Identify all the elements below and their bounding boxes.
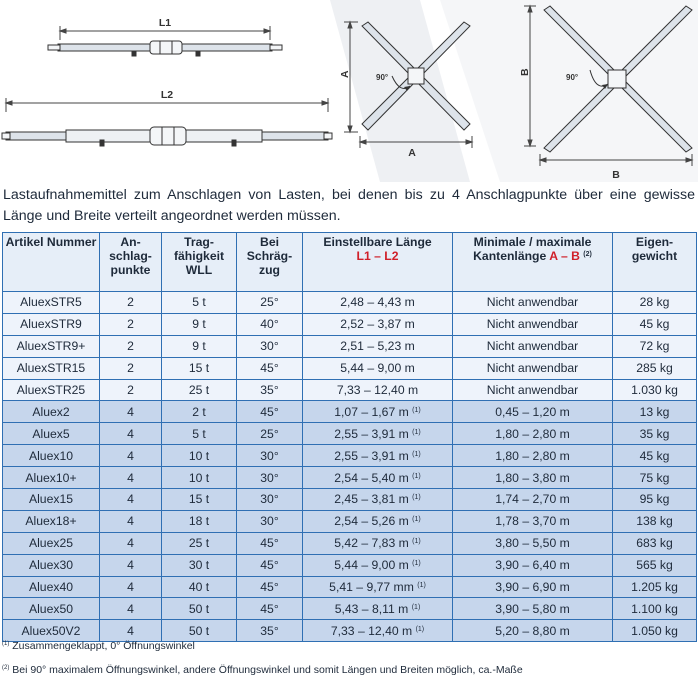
cell-kantenlaenge xyxy=(453,423,613,445)
angle-label-right: 90° xyxy=(566,73,579,82)
cell-artikel-value: Aluex10+ xyxy=(25,470,77,485)
cell-schraegzug-value: 35° xyxy=(260,383,279,397)
cell-schraegzug-value: 25° xyxy=(260,295,279,310)
cell-schraegzug xyxy=(237,401,303,423)
table-row xyxy=(3,510,697,532)
cell-kantenlaenge-value: 0,45 – 1,20 m xyxy=(495,404,570,419)
table-row xyxy=(3,532,697,554)
cell-anschlagpunkte-value: 4 xyxy=(127,580,134,595)
cell-kantenlaenge xyxy=(453,357,613,379)
cell-einstellbare-laenge-value: 5,42 – 7,83 m xyxy=(334,536,409,551)
cell-anschlagpunkte-value: 4 xyxy=(127,623,134,638)
cell-artikel-value: Aluex50 xyxy=(28,601,74,616)
cell-eigengewicht xyxy=(613,357,697,379)
cell-wll-value: 9 t xyxy=(192,317,206,332)
footnote-2 xyxy=(2,664,523,676)
cell-artikel-value: AluexSTR9+ xyxy=(16,339,86,354)
cell-schraegzug-value: 45° xyxy=(260,536,279,551)
cell-eigengewicht-value: 565 kg xyxy=(636,558,673,573)
cell-einstellbare-laenge xyxy=(303,620,453,642)
cell-einstellbare-laenge-value: 1,07 – 1,67 m xyxy=(334,404,409,419)
cell-eigengewicht-value: 95 kg xyxy=(639,492,670,507)
cell-artikel-value: Aluex40 xyxy=(28,580,74,595)
cell-schraegzug-value: 30° xyxy=(260,339,279,354)
cell-schraegzug-value: 30° xyxy=(260,448,279,463)
cell-kantenlaenge-value: 3,90 – 6,90 m xyxy=(495,580,570,595)
cell-einstellbare-laenge xyxy=(303,401,453,423)
cell-anschlagpunkte-value: 2 xyxy=(127,383,134,397)
cell-einstellbare-laenge-value: 7,33 – 12,40 m xyxy=(336,383,419,397)
cell-einstellbare-laenge-value: 5,44 – 9,00 m xyxy=(340,361,415,376)
cell-artikel xyxy=(3,554,100,576)
cell-schraegzug-value: 45° xyxy=(260,404,279,419)
cell-anschlagpunkte xyxy=(100,467,162,489)
cell-einstellbare-laenge-value: 5,43 – 8,11 m xyxy=(334,601,409,616)
cell-artikel xyxy=(3,357,100,379)
footnote-ref: (1) xyxy=(412,472,421,480)
cell-eigengewicht-value: 13 kg xyxy=(639,404,670,419)
cell-wll-value: 40 t xyxy=(188,580,210,595)
footnote-ref: (1) xyxy=(417,582,426,590)
label-b-side: B xyxy=(519,68,531,76)
header-kanten-range: A – B xyxy=(549,249,580,263)
header-kanten-label: Minimale / maximale Kantenlänge xyxy=(473,235,592,263)
cell-anschlagpunkte xyxy=(100,401,162,423)
cell-einstellbare-laenge xyxy=(303,357,453,379)
cell-wll-value: 9 t xyxy=(192,339,206,354)
cell-schraegzug xyxy=(237,423,303,445)
footnote-ref: (1) xyxy=(415,625,425,633)
footnote-ref: (1) xyxy=(412,428,421,436)
footnote-ref: (1) xyxy=(412,538,421,546)
table-row xyxy=(3,423,697,445)
cell-wll xyxy=(162,423,237,445)
cell-eigengewicht-value: 35 kg xyxy=(639,426,670,441)
cell-anschlagpunkte-value: 4 xyxy=(127,426,134,441)
cell-schraegzug-value: 25° xyxy=(260,426,279,441)
footnote-ref: (1) xyxy=(412,450,421,458)
cell-einstellbare-laenge xyxy=(303,510,453,532)
cell-anschlagpunkte-value: 4 xyxy=(127,536,134,551)
cell-einstellbare-laenge xyxy=(303,598,453,620)
cell-kantenlaenge-value: 3,80 – 5,50 m xyxy=(495,536,570,551)
cell-wll xyxy=(162,510,237,532)
header-tragfaehigkeit: Trag-fähigkeit WLL xyxy=(162,233,237,292)
cell-artikel xyxy=(3,292,100,314)
cell-artikel xyxy=(3,576,100,598)
table-row xyxy=(3,335,697,357)
cell-schraegzug xyxy=(237,598,303,620)
cell-artikel xyxy=(3,313,100,335)
cell-eigengewicht-value: 1.050 kg xyxy=(631,623,678,638)
cell-kantenlaenge xyxy=(453,401,613,423)
footnote-1 xyxy=(2,640,195,652)
header-einstellbare-laenge xyxy=(303,233,453,292)
cell-schraegzug-value: 30° xyxy=(260,470,279,485)
header-eigengewicht: Eigen-gewicht xyxy=(613,233,697,292)
cell-anschlagpunkte-value: 4 xyxy=(127,558,134,573)
cell-eigengewicht xyxy=(613,489,697,511)
cell-wll-value: 5 t xyxy=(192,295,206,310)
cell-artikel-value: Aluex18+ xyxy=(25,514,77,529)
cell-eigengewicht xyxy=(613,554,697,576)
cell-schraegzug xyxy=(237,489,303,511)
cell-anschlagpunkte-value: 2 xyxy=(127,317,134,332)
table-row xyxy=(3,620,697,642)
cell-kantenlaenge-value: 1,80 – 3,80 m xyxy=(495,470,570,485)
x-frame-large-drawing xyxy=(510,0,698,182)
table-row xyxy=(3,401,697,423)
cell-eigengewicht-value: 45 kg xyxy=(639,448,670,463)
cell-einstellbare-laenge xyxy=(303,313,453,335)
cell-artikel-value: Aluex15 xyxy=(28,492,74,507)
cell-artikel-value: Aluex50V2 xyxy=(21,623,81,638)
header-kantenlaenge xyxy=(453,233,613,292)
cell-eigengewicht-value: 1.100 kg xyxy=(631,601,678,616)
cell-einstellbare-laenge xyxy=(303,576,453,598)
x-frame-small-drawing xyxy=(330,14,480,164)
header-einstell-range: L1 – L2 xyxy=(356,249,399,263)
cell-wll xyxy=(162,292,237,314)
cell-wll xyxy=(162,379,237,401)
cell-eigengewicht xyxy=(613,423,697,445)
cell-artikel-value: AluexSTR15 xyxy=(16,361,86,376)
footnote-1-mark: (1) xyxy=(2,641,10,647)
footnote-1-text: Zusammengeklappt, 0° Öffnungswinkel xyxy=(12,640,195,652)
header-schraegzug: Bei Schräg-zug xyxy=(237,233,303,292)
diagram-area xyxy=(0,0,698,182)
cell-artikel-value: Aluex30 xyxy=(28,558,74,573)
cell-einstellbare-laenge xyxy=(303,554,453,576)
footnote-ref: (1) xyxy=(412,516,421,524)
cell-einstellbare-laenge-value: 2,52 – 3,87 m xyxy=(340,317,415,332)
cell-anschlagpunkte-value: 2 xyxy=(127,339,134,354)
cell-schraegzug-value: 45° xyxy=(260,601,279,616)
cell-artikel-value: AluexSTR9 xyxy=(20,317,82,332)
cell-eigengewicht xyxy=(613,292,697,314)
table-row xyxy=(3,357,697,379)
cell-einstellbare-laenge-value: 7,33 – 12,40 m xyxy=(330,623,413,638)
intro-text: Lastaufnahmemittel zum Anschlagen von Lasten, bei denen bis zu 4 Anschlagpunkte über eine gewisse Länge und Breite verteilt angeordnet werden müssen. xyxy=(3,187,695,224)
cell-eigengewicht-value: 683 kg xyxy=(636,536,673,551)
label-a-bottom: A xyxy=(408,147,416,159)
cell-eigengewicht xyxy=(613,620,697,642)
cell-schraegzug xyxy=(237,445,303,467)
cell-artikel xyxy=(3,335,100,357)
table-row xyxy=(3,292,697,314)
table-row xyxy=(3,598,697,620)
table-row xyxy=(3,489,697,511)
cell-artikel xyxy=(3,510,100,532)
cell-wll xyxy=(162,445,237,467)
cell-anschlagpunkte xyxy=(100,532,162,554)
cell-schraegzug xyxy=(237,467,303,489)
cell-einstellbare-laenge xyxy=(303,335,453,357)
footnote-ref: (1) xyxy=(411,603,421,611)
footnote-2-text: Bei 90° maximalem Öffnungswinkel, andere Öffnungswinkel und somit Längen und Breiten möglich, ca.-Maße xyxy=(12,664,523,676)
cell-schraegzug-value: 45° xyxy=(260,580,279,595)
cell-kantenlaenge xyxy=(453,554,613,576)
cell-anschlagpunkte xyxy=(100,489,162,511)
cell-einstellbare-laenge xyxy=(303,423,453,445)
cell-artikel-value: Aluex25 xyxy=(28,536,74,551)
label-b-bottom: B xyxy=(612,169,620,181)
cell-kantenlaenge xyxy=(453,489,613,511)
cell-einstellbare-laenge-value: 2,55 – 3,91 m xyxy=(334,448,409,463)
cell-schraegzug xyxy=(237,554,303,576)
table-row xyxy=(3,467,697,489)
cell-kantenlaenge-value: 3,90 – 6,40 m xyxy=(495,558,570,573)
header-einstell-label: Einstellbare Länge xyxy=(323,235,432,249)
cell-kantenlaenge-value: 5,20 – 8,80 m xyxy=(495,623,570,638)
cell-anschlagpunkte xyxy=(100,313,162,335)
cell-kantenlaenge-value: 1,78 – 3,70 m xyxy=(495,514,570,529)
cell-eigengewicht-value: 75 kg xyxy=(639,470,670,485)
cell-kantenlaenge-value: 1,80 – 2,80 m xyxy=(495,426,570,441)
spreader-beam-long-drawing xyxy=(0,86,336,152)
cell-wll xyxy=(162,467,237,489)
cell-eigengewicht xyxy=(613,445,697,467)
header-artikel: Artikel Nummer xyxy=(3,233,100,292)
cell-kantenlaenge-value: 1,80 – 2,80 m xyxy=(495,448,570,463)
cell-einstellbare-laenge-value: 2,48 – 4,43 m xyxy=(340,295,415,310)
cell-einstellbare-laenge-value: 2,55 – 3,91 m xyxy=(334,426,409,441)
cell-anschlagpunkte xyxy=(100,598,162,620)
cell-einstellbare-laenge xyxy=(303,445,453,467)
cell-einstellbare-laenge xyxy=(303,292,453,314)
cell-artikel xyxy=(3,620,100,642)
cell-anschlagpunkte-value: 2 xyxy=(127,295,134,310)
cell-wll xyxy=(162,598,237,620)
cell-einstellbare-laenge xyxy=(303,489,453,511)
cell-anschlagpunkte xyxy=(100,554,162,576)
cell-kantenlaenge-value: Nicht anwendbar xyxy=(486,339,579,354)
cell-wll xyxy=(162,489,237,511)
cell-wll xyxy=(162,335,237,357)
cell-kantenlaenge xyxy=(453,510,613,532)
cell-eigengewicht-value: 138 kg xyxy=(636,514,673,529)
footnote-2-mark: (2) xyxy=(2,665,10,671)
cell-wll xyxy=(162,532,237,554)
header-kanten-footnote: (2) xyxy=(583,251,592,258)
cell-schraegzug-value: 40° xyxy=(260,317,279,332)
cell-wll xyxy=(162,401,237,423)
cell-wll xyxy=(162,357,237,379)
cell-anschlagpunkte xyxy=(100,379,162,401)
cell-eigengewicht xyxy=(613,467,697,489)
table-header-row xyxy=(3,233,697,292)
cell-eigengewicht-value: 72 kg xyxy=(639,339,670,354)
cell-schraegzug xyxy=(237,532,303,554)
cell-artikel-value: AluexSTR5 xyxy=(20,295,82,310)
cell-artikel-value: Aluex5 xyxy=(32,426,70,441)
cell-wll-value: 10 t xyxy=(188,448,210,463)
cell-einstellbare-laenge xyxy=(303,379,453,401)
cell-kantenlaenge xyxy=(453,445,613,467)
cell-kantenlaenge xyxy=(453,598,613,620)
label-l1: L1 xyxy=(158,17,172,29)
cell-kantenlaenge xyxy=(453,467,613,489)
cell-anschlagpunkte-value: 4 xyxy=(127,601,134,616)
cell-eigengewicht xyxy=(613,335,697,357)
cell-schraegzug-value: 45° xyxy=(260,361,279,376)
cell-artikel xyxy=(3,467,100,489)
cell-schraegzug xyxy=(237,292,303,314)
cell-wll-value: 30 t xyxy=(188,558,210,573)
cell-anschlagpunkte xyxy=(100,620,162,642)
cell-artikel-value: AluexSTR25 xyxy=(16,383,86,397)
cell-kantenlaenge xyxy=(453,313,613,335)
table-row xyxy=(3,576,697,598)
table-row xyxy=(3,379,697,401)
cell-anschlagpunkte xyxy=(100,357,162,379)
cell-artikel xyxy=(3,489,100,511)
table-row xyxy=(3,554,697,576)
cell-schraegzug xyxy=(237,510,303,532)
cell-eigengewicht-value: 1.205 kg xyxy=(631,580,678,595)
cell-kantenlaenge xyxy=(453,620,613,642)
cell-wll-value: 50 t xyxy=(188,601,210,616)
cell-einstellbare-laenge-value: 2,54 – 5,40 m xyxy=(334,470,409,485)
cell-eigengewicht-value: 45 kg xyxy=(639,317,670,332)
cell-einstellbare-laenge-value: 2,45 – 3,81 m xyxy=(334,492,409,507)
cell-wll-value: 10 t xyxy=(188,470,210,485)
cell-wll-value: 25 t xyxy=(188,383,210,397)
cell-schraegzug-value: 45° xyxy=(260,558,279,573)
cell-kantenlaenge xyxy=(453,532,613,554)
cell-anschlagpunkte xyxy=(100,423,162,445)
footnote-ref: (1) xyxy=(412,494,421,502)
cell-wll-value: 15 t xyxy=(188,361,210,376)
cell-anschlagpunkte xyxy=(100,576,162,598)
cell-wll xyxy=(162,620,237,642)
cell-eigengewicht xyxy=(613,379,697,401)
cell-kantenlaenge xyxy=(453,335,613,357)
cell-schraegzug-value: 35° xyxy=(260,623,279,638)
cell-wll-value: 18 t xyxy=(188,514,210,529)
cell-anschlagpunkte xyxy=(100,510,162,532)
cell-eigengewicht xyxy=(613,401,697,423)
cell-anschlagpunkte-value: 4 xyxy=(127,470,134,485)
label-l2: L2 xyxy=(160,89,174,101)
cell-kantenlaenge xyxy=(453,379,613,401)
cell-eigengewicht-value: 28 kg xyxy=(639,295,670,310)
cell-eigengewicht xyxy=(613,598,697,620)
cell-schraegzug-value: 30° xyxy=(260,492,279,507)
cell-einstellbare-laenge-value: 5,44 – 9,00 m xyxy=(334,558,409,573)
cell-eigengewicht-value: 1.030 kg xyxy=(631,383,678,397)
cell-wll-value: 15 t xyxy=(188,492,210,507)
cell-schraegzug xyxy=(237,379,303,401)
cell-wll xyxy=(162,554,237,576)
cell-anschlagpunkte-value: 4 xyxy=(127,514,134,529)
cell-schraegzug xyxy=(237,313,303,335)
label-a-side: A xyxy=(339,70,351,78)
cell-einstellbare-laenge-value: 2,51 – 5,23 m xyxy=(340,339,415,354)
angle-label-left: 90° xyxy=(376,73,389,82)
cell-artikel xyxy=(3,532,100,554)
footnote-ref: (1) xyxy=(412,406,421,414)
cell-einstellbare-laenge xyxy=(303,532,453,554)
cell-wll-value: 50 t xyxy=(188,623,210,638)
cell-artikel xyxy=(3,423,100,445)
cell-anschlagpunkte-value: 4 xyxy=(127,492,134,507)
cell-artikel-value: Aluex10 xyxy=(28,448,74,463)
cell-eigengewicht xyxy=(613,510,697,532)
table-row xyxy=(3,313,697,335)
cell-anschlagpunkte xyxy=(100,445,162,467)
cell-anschlagpunkte-value: 4 xyxy=(127,404,134,419)
cell-anschlagpunkte xyxy=(100,292,162,314)
cell-artikel-value: Aluex2 xyxy=(32,404,70,419)
cell-eigengewicht-value: 285 kg xyxy=(636,361,673,376)
cell-einstellbare-laenge-value: 5,41 – 9,77 mm xyxy=(329,580,414,595)
cell-kantenlaenge xyxy=(453,292,613,314)
header-anschlagpunkte: An-schlag-punkte xyxy=(100,233,162,292)
table-row xyxy=(3,445,697,467)
cell-einstellbare-laenge-value: 2,54 – 5,26 m xyxy=(334,514,409,529)
cell-schraegzug xyxy=(237,357,303,379)
cell-kantenlaenge-value: Nicht anwendbar xyxy=(486,295,579,310)
cell-anschlagpunkte xyxy=(100,335,162,357)
cell-einstellbare-laenge xyxy=(303,467,453,489)
cell-kantenlaenge-value: 3,90 – 5,80 m xyxy=(495,601,570,616)
cell-wll xyxy=(162,576,237,598)
cell-schraegzug xyxy=(237,576,303,598)
cell-artikel xyxy=(3,445,100,467)
cell-artikel xyxy=(3,379,100,401)
cell-wll xyxy=(162,313,237,335)
cell-eigengewicht xyxy=(613,576,697,598)
cell-eigengewicht xyxy=(613,313,697,335)
cell-schraegzug xyxy=(237,335,303,357)
cell-wll-value: 5 t xyxy=(192,426,206,441)
cell-kantenlaenge-value: 1,74 – 2,70 m xyxy=(495,492,570,507)
cell-kantenlaenge-value: Nicht anwendbar xyxy=(486,317,579,332)
cell-artikel xyxy=(3,598,100,620)
cell-kantenlaenge-value: Nicht anwendbar xyxy=(486,383,579,397)
cell-anschlagpunkte-value: 2 xyxy=(127,361,134,376)
cell-wll-value: 25 t xyxy=(188,536,210,551)
cell-anschlagpunkte-value: 4 xyxy=(127,448,134,463)
spreader-beam-short-drawing xyxy=(40,14,290,70)
cell-schraegzug-value: 30° xyxy=(260,514,279,529)
cell-wll-value: 2 t xyxy=(192,404,206,419)
footnote-ref: (1) xyxy=(412,560,421,568)
cell-kantenlaenge xyxy=(453,576,613,598)
cell-schraegzug xyxy=(237,620,303,642)
cell-eigengewicht xyxy=(613,532,697,554)
cell-kantenlaenge-value: Nicht anwendbar xyxy=(486,361,579,376)
cell-artikel xyxy=(3,401,100,423)
spec-table xyxy=(2,232,697,642)
